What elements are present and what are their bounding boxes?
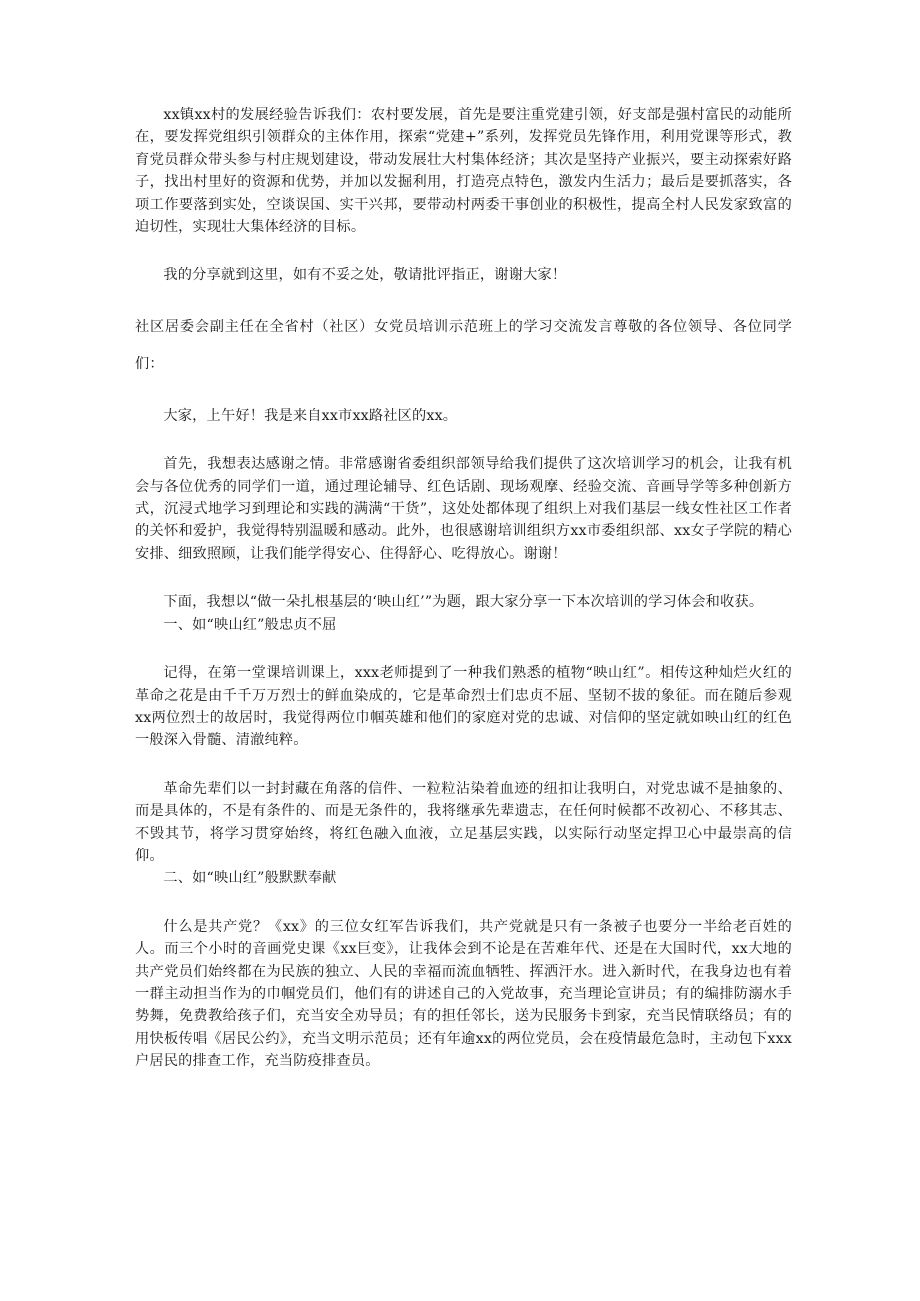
- section-heading-1: 一、如“映山红”般忠贞不屈: [163, 616, 337, 633]
- section-heading-2: 二、如“映山红”般默默奉献: [163, 870, 337, 887]
- paragraph-section1-second: 革命先辈们以一封封藏在角落的信件、一粒粒沾染着血迹的纽扣让我明白，对党忠诚不是抽象的、而是具体的，不是有条件的、而是无条件的，我将继承先辈遗志，在任何时候都不改初心、不移其志、不毁其节，将学习贯穿始终，将红色融入血液，立足基层实践，以实际行动坚定捍卫心中最崇高的信仰。: [135, 780, 792, 864]
- speech-title-salutation: 社区居委会副主任在全省村（社区）女党员培训示范班上的学习交流发言尊敬的各位领导、各位同学们：: [135, 318, 792, 372]
- paragraph-topic-intro: 下面，我想以“做一朵扎根基层的‘映山红’”为题，跟大家分享一下本次培训的学习体会和收获。: [163, 594, 764, 611]
- paragraph-greeting: 大家，上午好！我是来自xx市xx路社区的xx。: [163, 407, 458, 424]
- paragraph-village-experience: xx镇xx村的发展经验告诉我们：农村要发展，首先是要注重党建引领，好支部是强村富民的动能所在，要发挥党组织引领群众的主体作用，探索“党建+”系列，发挥党员先锋作用，利用党课等形式，教育党员群众带头参与村庄规划建设，带动发展壮大村集体经济；其次是坚持产业振兴，要主动探索好路子，找出村里好的资源和优势，并加以发掘利用，打造亮点特色，激发内生活力；最后是要抓落实，各项工作要落到实处，空谈误国、实干兴邦，要带动村两委干事创业的积极性，提高全村人民发家致富的迫切性，实现壮大集体经济的目标。: [135, 107, 792, 236]
- paragraph-section2-first: 什么是共产党？《xx》的三位女红军告诉我们，共产党就是只有一条被子也要分一半给老百姓的人。而三个小时的音画党史课《xx巨变》，让我体会到不论是在苦难年代、还是在大国时代，xx大地的共产党员们始终都在为民族的独立、人民的幸福而流血牺牲、挥洒汗水。进入新时代，在我身边也有着一群主动担当作为的巾帼党员们，他们有的讲述自己的入党故事，充当理论宣讲员；有的编排防溺水手势舞，免费教给孩子们，充当安全劝导员；有的担任邻长，送为民服务卡到家，充当民情联络员；有的用快板传唱《居民公约》，充当文明示范员；还有年逾xx的两位党员，会在疫情最危急时，主动包下xxx户居民的排查工作，充当防疫排查员。: [135, 918, 792, 1070]
- paragraph-section1-first: 记得，在第一堂课培训课上，xxx老师提到了一种我们熟悉的植物“映山红”。相传这种灿烂火红的革命之花是由千千万万烈士的鲜血染成的，它是革命烈士们忠贞不屈、坚韧不拔的象征。而在随后参观xx两位烈士的故居时，我觉得两位巾帼英雄和他们的家庭对党的忠诚、对信仰的坚定就如映山红的红色一般深入骨髓、清澈纯粹。: [135, 665, 792, 749]
- paragraph-thanks: 首先，我想表达感谢之情。非常感谢省委组织部领导给我们提供了这次培训学习的机会，让我有机会与各位优秀的同学们一道，通过理论辅导、红色话剧、现场观摩、经验交流、音画导学等多种创新方式，沉浸式地学习到理论和实践的满满“干货”，这处处都体现了组织上对我们基层一线女性社区工作者的关怀和爱护，我觉得特别温暖和感动。此外，也很感谢培训组织方xx市委组织部、xx女子学院的精心安排、细致照顾，让我们能学得安心、住得舒心、吃得放心。谢谢！: [135, 456, 792, 562]
- paragraph-closing-remarks: 我的分享就到这里，如有不妥之处，敬请批评指正，谢谢大家！: [163, 267, 567, 284]
